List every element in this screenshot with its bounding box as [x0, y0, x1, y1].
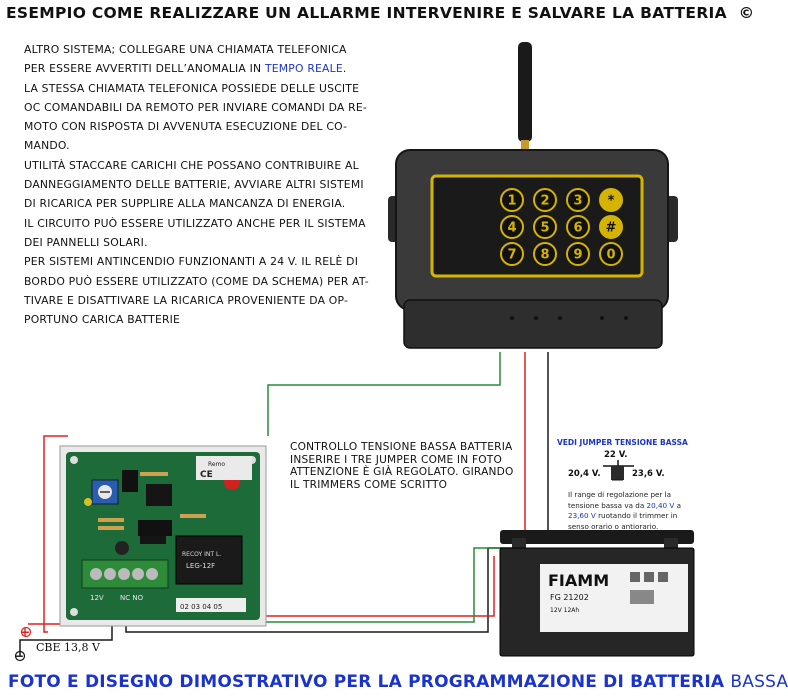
relay-icon	[176, 536, 242, 584]
paragraph-line: BORDO PUÒ ESSERE UTILIZZATO (COME DA SCHEMA) PER AT-	[24, 274, 369, 288]
keypad-key-2	[534, 189, 556, 211]
paragraph-line: PORTUNO CARICA BATTERIE	[24, 313, 181, 327]
jumper-diagram	[603, 460, 634, 480]
pin-labels: 02 03 04 05	[180, 603, 223, 611]
keypad-key-label: 6	[573, 220, 583, 236]
paragraph-line: DANNEGGIAMENTO DELLE BATTERIE, AVVIARE ALTRI SISTEMI	[24, 178, 364, 192]
keypad-key-label: 5	[540, 220, 550, 236]
keypad-key-label: 7	[507, 247, 517, 263]
note-line: IL TRIMMERS COME SCRITTO	[290, 478, 448, 491]
keypad-key-label: *	[607, 193, 615, 209]
relay-brand: RECOY INT L.	[182, 551, 222, 558]
range-description: Il range di regolazione per la tensione bassa va da 20,40 V a 23,60 V ruotando il trimmer in senso orario o antiorario.	[568, 490, 682, 531]
keypad-key-7	[501, 243, 523, 265]
paragraph-line: PER SISTEMI ANTINCENDIO FUNZIONANTI A 24 V. IL RELÈ DI	[24, 255, 359, 269]
footer-last: BASSA	[730, 672, 788, 692]
paragraph-line: TIVARE E DISATTIVARE LA RICARICA PROVENIENTE DA OP-	[24, 293, 349, 307]
note-line: INSERIRE I TRE JUMPER COME IN FOTO	[290, 453, 502, 466]
control-board	[60, 446, 266, 626]
battery-brand: FIAMM	[548, 571, 610, 590]
ce-mark: CE	[200, 470, 213, 480]
keypad-key-9	[567, 243, 589, 265]
title-text: ESEMPIO COME REALIZZARE UN ALLARME INTERVENIRE E SALVARE LA BATTERIA	[6, 4, 727, 22]
jumper-note	[290, 441, 530, 491]
polarity-symbols	[14, 625, 31, 663]
footer-main: FOTO E DISEGNO DIMOSTRATIVO PER LA PROGRAMMAZIONE DI BATTERIA	[8, 672, 731, 692]
paragraph-line: UTILITÀ STACCARE CARICHI CHE POSSANO CONTRIBUIRE AL	[24, 158, 359, 172]
jumper-block	[122, 470, 138, 492]
terminal-marks-label: NC NO	[120, 594, 144, 602]
keypad-key-5	[534, 216, 556, 238]
minus-symbol: −	[14, 649, 25, 663]
keypad-key-hash	[600, 216, 622, 238]
keypad-key-label: 0	[606, 247, 616, 263]
green-wire	[268, 352, 500, 436]
paragraph-line: MANDO.	[24, 139, 70, 153]
battery-model: FG 21202	[550, 593, 589, 602]
highlight-text: TEMPO REALE	[264, 62, 343, 76]
paragraph-line: PER ESSERE AVVERTITI DELL’ANOMALIA IN TEMPO REALE.	[24, 62, 347, 76]
capacitor	[115, 541, 129, 555]
ic-chip	[146, 484, 172, 506]
keypad-key-0	[600, 243, 622, 265]
keypad-key-label: #	[605, 220, 617, 236]
paragraph-line: OC COMANDABILI DA REMOTO PER INVIARE COMANDI DA RE-	[24, 100, 367, 114]
note-line: CONTROLLO TENSIONE BASSA BATTERIA	[290, 441, 513, 453]
keypad-key-label: 3	[573, 193, 583, 209]
board-brand: Remo	[208, 461, 226, 468]
keypad-key-4	[501, 216, 523, 238]
paragraph-line: ALTRO SISTEMA; COLLEGARE UNA CHIAMATA TELEFONICA	[24, 43, 347, 56]
jumper-top-label: 22 V.	[604, 450, 628, 460]
cbe-label: CBE 13,8 V	[36, 641, 100, 654]
keypad-key-label: 2	[540, 193, 550, 209]
keypad-key-label: 4	[507, 220, 517, 236]
terminal-block	[82, 560, 168, 588]
paragraph-line: IL CIRCUITO PUÒ ESSERE UTILIZZATO ANCHE PER IL SISTEMA	[24, 216, 366, 230]
header-connector	[138, 520, 172, 536]
relay-model: LEG-12F	[186, 562, 216, 570]
keypad-key-3	[567, 189, 589, 211]
paragraph-line: MOTO CON RISPOSTA DI AVVENUTA ESECUZIONE DEL CO-	[24, 120, 348, 134]
gsm-dialer	[388, 150, 678, 348]
jumper-left-label: 20,4 V.	[568, 469, 601, 479]
paragraph-line: LA STESSA CHIAMATA TELEFONICA POSSIEDE DELLE USCITE	[24, 81, 360, 95]
keypad-key-label: 1	[507, 193, 517, 209]
antenna-icon	[518, 42, 532, 152]
keypad-key-8	[534, 243, 556, 265]
keypad-key-star	[600, 189, 622, 211]
terminal-12v-label: 12V	[90, 594, 104, 602]
jumper-title: VEDI JUMPER TENSIONE BASSA	[557, 438, 688, 447]
keypad-key-label: 8	[540, 247, 550, 263]
plus-symbol: +	[20, 625, 31, 639]
jumper-right-label: 23,6 V.	[632, 469, 665, 479]
keypad-key-1	[501, 189, 523, 211]
battery-rating: 12V 12Ah	[550, 607, 580, 614]
trimmer-icon	[92, 480, 118, 504]
footer-caption	[8, 672, 788, 692]
keypad-key-label: 9	[573, 247, 583, 263]
capacitor-2	[84, 498, 92, 506]
title-mark: ©	[738, 4, 755, 22]
paragraph-line: DI RICARICA PER SUPPLIRE ALLA MANCANZA DI ENERGIA.	[24, 197, 346, 211]
keypad-key-6	[567, 216, 589, 238]
paragraph-line: DEI PANNELLI SOLARI.	[24, 235, 148, 249]
note-line: ATTENZIONE È GIÀ REGOLATO. GIRANDO	[290, 466, 514, 478]
battery	[500, 530, 694, 656]
